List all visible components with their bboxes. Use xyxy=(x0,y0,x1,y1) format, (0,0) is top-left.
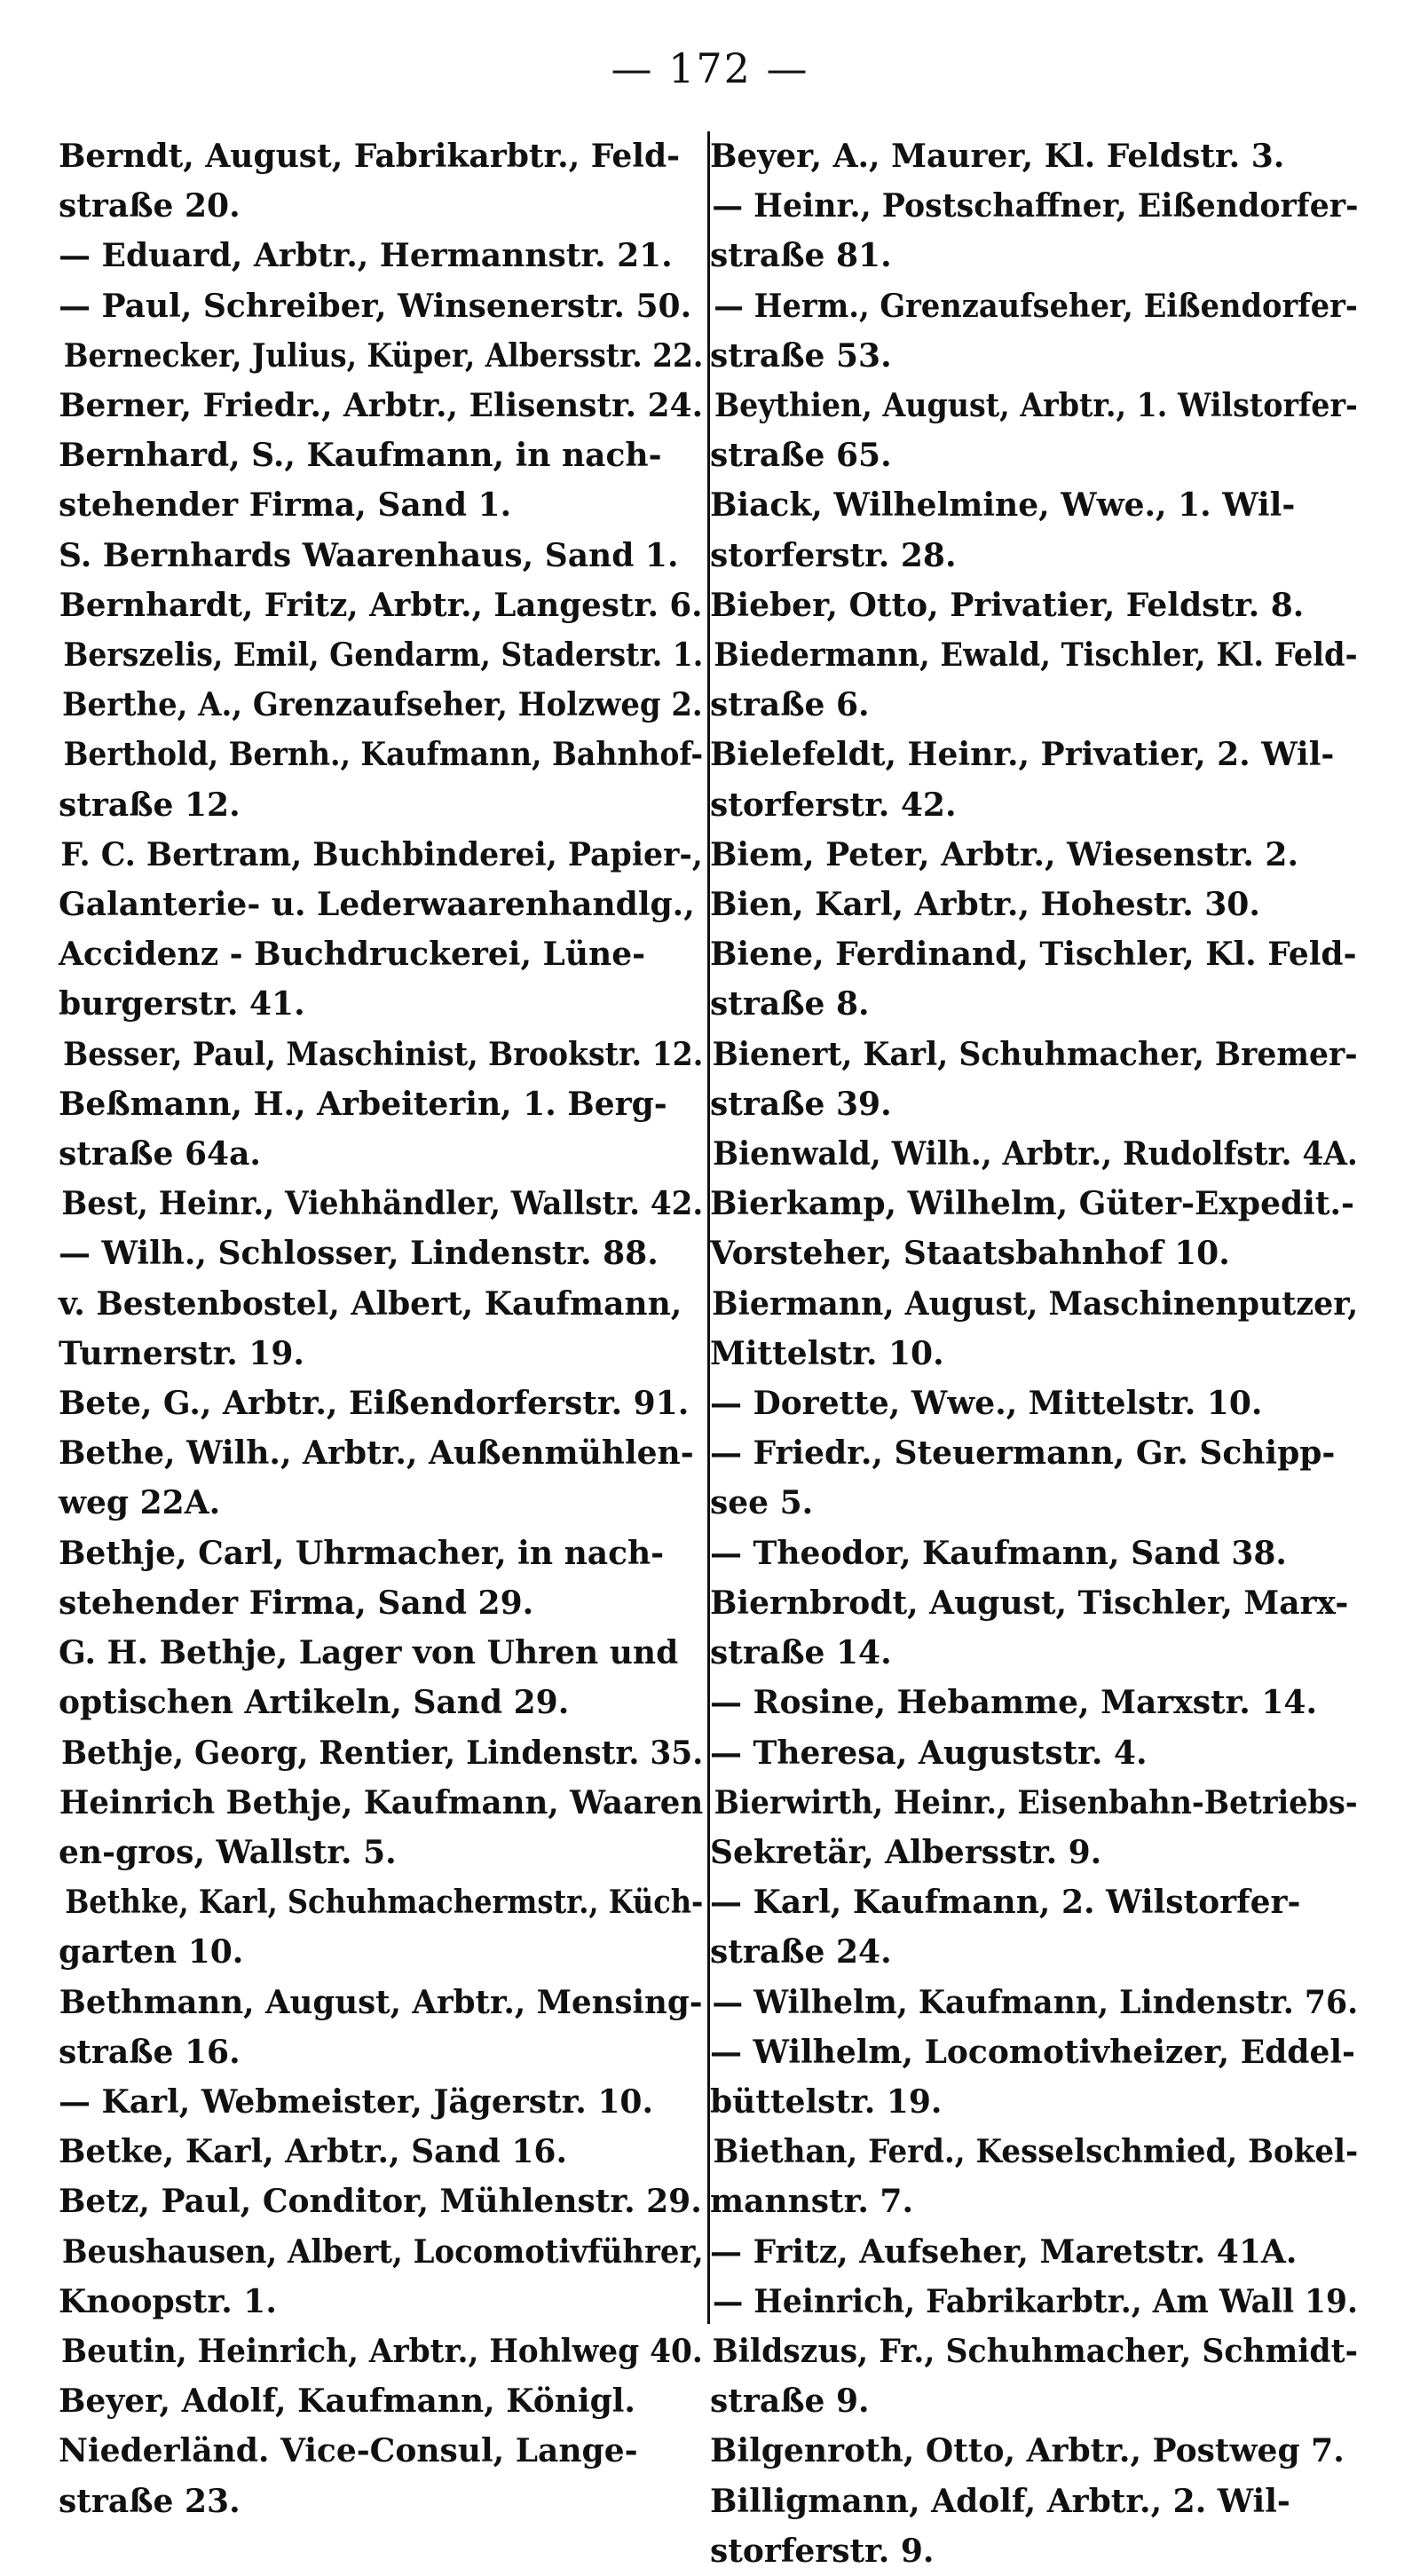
directory-entry xyxy=(710,2477,1358,2576)
directory-entry xyxy=(59,1379,703,1428)
entry-line: straße 9. xyxy=(710,2382,870,2421)
entry-line: Betz, Paul, Conditor, Mühlenstr. 29. xyxy=(59,2183,702,2221)
entry-line: Bienert, Karl, Schuhmacher, Bremer- xyxy=(712,1035,1358,1073)
entry-line: Bildszus, Fr., Schuhmacher, Schmidt- xyxy=(712,2332,1359,2370)
right-column xyxy=(710,131,1359,2570)
entry-line: — Herm., Grenzaufseher, Eißendorfer- xyxy=(714,287,1358,325)
entry-line: en-gros, Wallstr. 5. xyxy=(59,1833,397,1871)
entry-line: Biedermann, Ewald, Tischler, Kl. Feld- xyxy=(714,636,1358,675)
entry-line: Bierwirth, Heinr., Eisenbahn-Betriebs- xyxy=(714,1783,1358,1821)
entry-line: — Theresa, Auguststr. 4. xyxy=(710,1734,1148,1772)
directory-entry xyxy=(710,381,1358,480)
entry-line: straße 23. xyxy=(59,2482,241,2520)
directory-entry xyxy=(59,331,703,381)
entry-line: Berszelis, Emil, Gendarm, Staderstr. 1. xyxy=(63,636,704,675)
entry-line: — Heinr., Postschaffner, Eißendorfer- xyxy=(712,187,1359,225)
entry-line: Beyer, A., Maurer, Kl. Feldstr. 3. xyxy=(710,138,1285,175)
entry-line: Knoopstr. 1. xyxy=(59,2282,277,2320)
directory-entry xyxy=(710,2426,1358,2476)
directory-entry xyxy=(59,1628,703,1727)
entry-line: Biene, Ferdinand, Tischler, Kl. Feld- xyxy=(710,936,1357,974)
entry-line: Bernecker, Julius, Küper, Albersstr. 22. xyxy=(63,336,704,375)
entry-line: — Eduard, Arbtr., Hermannstr. 21. xyxy=(59,237,673,275)
directory-entry xyxy=(710,1978,1358,2027)
entry-line: Beutin, Heinrich, Arbtr., Hohlweg 40. xyxy=(61,2332,703,2370)
directory-entry xyxy=(710,2227,1358,2277)
directory-entry xyxy=(59,531,703,581)
directory-entry xyxy=(59,2127,703,2177)
entry-line: straße 64a. xyxy=(59,1135,261,1173)
directory-entry xyxy=(59,381,703,431)
entry-line: Bethmann, August, Arbtr., Mensing- xyxy=(59,1983,703,2021)
entry-line: Bien, Karl, Arbtr., Hohestr. 30. xyxy=(710,886,1260,924)
directory-entry xyxy=(59,1428,703,1528)
directory-entry xyxy=(710,1778,1358,1877)
directory-entry xyxy=(59,2177,703,2226)
directory-entry xyxy=(59,730,703,829)
directory-entry xyxy=(59,231,703,281)
entry-line: Beyer, Adolf, Kaufmann, Königl. xyxy=(59,2382,635,2421)
directory-entry xyxy=(59,281,703,331)
directory-entry xyxy=(710,1728,1358,1778)
entry-line: Bielefeldt, Heinr., Privatier, 2. Wil- xyxy=(710,736,1335,774)
directory-entry xyxy=(710,1578,1358,1678)
directory-entry xyxy=(710,2127,1358,2226)
entry-line: Biernbrodt, August, Tischler, Marx- xyxy=(710,1584,1349,1622)
directory-entry xyxy=(710,2027,1358,2127)
entry-line: straße 24. xyxy=(710,1933,892,1972)
directory-entry xyxy=(710,2277,1358,2327)
entry-line: Bethje, Georg, Rentier, Lindenstr. 35. xyxy=(60,1734,704,1772)
entry-line: straße 53. xyxy=(710,336,892,375)
entry-line: Accidenz - Buchdruckerei, Lüne- xyxy=(59,936,646,974)
directory-entry xyxy=(59,1529,703,1628)
entry-line: Biethan, Ferd., Kesselschmied, Bokel- xyxy=(713,2133,1359,2171)
entry-line: — Heinrich, Fabrikarbtr., Am Wall 19. xyxy=(712,2282,1359,2320)
directory-entry xyxy=(710,929,1358,1029)
entry-line: — Wilhelm, Locomotivheizer, Eddel- xyxy=(710,2033,1355,2071)
entry-line: Berner, Friedr., Arbtr., Elisenstr. 24. xyxy=(59,387,704,425)
entry-line: — Wilhelm, Kaufmann, Lindenstr. 76. xyxy=(712,1983,1359,2021)
entry-line: — Rosine, Hebamme, Marxstr. 14. xyxy=(710,1684,1317,1722)
entry-line: Berthe, A., Grenzaufseher, Holzweg 2. xyxy=(61,686,703,724)
directory-entry xyxy=(710,880,1358,929)
directory-entry xyxy=(710,1379,1358,1428)
entry-line: burgerstr. 41. xyxy=(59,985,305,1023)
entry-line: straße 12. xyxy=(59,786,241,824)
entry-line: Niederländ. Vice-Consul, Lange- xyxy=(59,2432,638,2470)
directory-entry xyxy=(710,1428,1358,1528)
directory-entry xyxy=(710,630,1358,730)
entry-line: Biack, Wilhelmine, Wwe., 1. Wil- xyxy=(710,486,1296,525)
directory-entry xyxy=(710,131,1358,181)
entry-line: — Friedr., Steuermann, Gr. Schipp- xyxy=(710,1434,1336,1473)
entry-line: — Karl, Webmeister, Jägerstr. 10. xyxy=(59,2082,653,2121)
directory-entry xyxy=(710,1030,1358,1129)
entry-line: storferstr. 9. xyxy=(710,2532,935,2570)
entry-line: Bethke, Karl, Schuhmachermstr., Küch- xyxy=(65,1884,704,1922)
entry-line: Sekretär, Albersstr. 9. xyxy=(710,1833,1102,1871)
directory-entry xyxy=(59,630,703,680)
entry-line: Beythien, August, Arbtr., 1. Wilstorfer- xyxy=(714,387,1358,425)
entry-line: v. Bestenbostel, Albert, Kaufmann, xyxy=(59,1284,682,1323)
entry-line: Beßmann, H., Arbeiterin, 1. Berg- xyxy=(59,1085,667,1123)
entry-line: Vorsteher, Staatsbahnhof 10. xyxy=(710,1235,1230,1273)
entry-line: Bieber, Otto, Privatier, Feldstr. 8. xyxy=(710,586,1305,624)
directory-entry xyxy=(59,1778,703,1877)
entry-line: Galanterie- u. Lederwaarenhandlg., xyxy=(59,886,695,924)
entry-line: see 5. xyxy=(710,1484,814,1522)
entry-line: Billigmann, Adolf, Arbtr., 2. Wil- xyxy=(710,2482,1290,2520)
entry-line: straße 16. xyxy=(59,2033,241,2071)
entry-line: Turnerstr. 19. xyxy=(59,1334,304,1372)
entry-line: Bernhard, S., Kaufmann, in nach- xyxy=(59,437,662,475)
directory-entry xyxy=(59,2327,703,2376)
entry-line: Mittelstr. 10. xyxy=(710,1334,944,1372)
entry-line: storferstr. 28. xyxy=(710,536,957,574)
directory-entry xyxy=(710,281,1358,381)
entry-line: Betke, Karl, Arbtr., Sand 16. xyxy=(59,2133,567,2171)
directory-entry xyxy=(710,730,1358,829)
entry-line: stehender Firma, Sand 29. xyxy=(59,1584,534,1622)
entry-line: optischen Artikeln, Sand 29. xyxy=(59,1684,570,1722)
entry-line: büttelstr. 19. xyxy=(710,2082,943,2121)
entry-line: F. C. Bertram, Buchbinderei, Papier-, xyxy=(60,835,703,873)
directory-entry xyxy=(59,1179,703,1229)
entry-line: Best, Heinr., Viehhändler, Wallstr. 42. xyxy=(61,1185,704,1223)
directory-entry xyxy=(710,480,1358,580)
directory-entry xyxy=(710,1678,1358,1727)
entry-line: Bethe, Wilh., Arbtr., Außenmühlen- xyxy=(59,1434,694,1473)
directory-entry xyxy=(710,1179,1358,1278)
entry-line: Bienwald, Wilh., Arbtr., Rudolfstr. 4A. xyxy=(713,1135,1358,1173)
entry-line: straße 14. xyxy=(710,1634,892,1672)
entry-line: Berndt, August, Fabrikarbtr., Feld- xyxy=(59,138,681,175)
directory-entry xyxy=(59,1030,703,1079)
directory-entry xyxy=(59,2077,703,2127)
directory-entry xyxy=(710,1279,1358,1379)
entry-line: Bethje, Carl, Uhrmacher, in nach- xyxy=(59,1534,665,1572)
entry-line: — Wilh., Schlosser, Lindenstr. 88. xyxy=(59,1235,659,1273)
entry-line: Bierkamp, Wilhelm, Güter-Expedit.- xyxy=(710,1185,1354,1223)
directory-entry xyxy=(59,1978,703,2077)
page-number: — 172 — xyxy=(611,44,809,92)
entry-line: Bernhardt, Fritz, Arbtr., Langestr. 6. xyxy=(59,586,703,624)
entry-line: G. H. Bethje, Lager von Uhren und xyxy=(59,1634,679,1672)
entry-line: Besser, Paul, Maschinist, Brookstr. 12. xyxy=(63,1035,704,1073)
directory-entry xyxy=(59,131,703,231)
directory-entry xyxy=(59,2376,703,2526)
entry-line: straße 65. xyxy=(710,437,892,475)
directory-entry xyxy=(710,1129,1358,1179)
entry-line: mannstr. 7. xyxy=(710,2183,913,2221)
directory-entry xyxy=(710,1529,1358,1578)
directory-entry xyxy=(710,2327,1358,2426)
entry-line: storferstr. 42. xyxy=(710,786,957,824)
entry-line: straße 8. xyxy=(710,985,870,1023)
directory-entry xyxy=(59,1877,703,1977)
entry-line: Biem, Peter, Arbtr., Wiesenstr. 2. xyxy=(710,835,1299,873)
entry-line: straße 6. xyxy=(710,686,870,724)
directory-entry xyxy=(59,581,703,630)
directory-entry xyxy=(59,431,703,530)
entry-line: — Karl, Kaufmann, 2. Wilstorfer- xyxy=(710,1884,1301,1922)
entry-line: — Paul, Schreiber, Winsenerstr. 50. xyxy=(59,287,692,325)
directory-entry xyxy=(59,830,703,1030)
directory-entry xyxy=(710,1877,1358,1977)
directory-entry xyxy=(710,830,1358,880)
entry-line: straße 81. xyxy=(710,237,892,275)
directory-entry xyxy=(710,581,1358,630)
entry-line: S. Bernhards Waarenhaus, Sand 1. xyxy=(59,536,679,574)
entry-line: straße 20. xyxy=(59,187,241,225)
entry-line: Heinrich Bethje, Kaufmann, Waaren xyxy=(59,1783,704,1821)
entry-line: Berthold, Bernh., Kaufmann, Bahnhof- xyxy=(63,736,704,774)
entry-line: — Theodor, Kaufmann, Sand 38. xyxy=(710,1534,1287,1572)
directory-entry xyxy=(59,1279,703,1379)
entry-line: — Fritz, Aufseher, Maretstr. 41A. xyxy=(710,2232,1298,2271)
directory-entry xyxy=(59,1728,703,1778)
entry-line: Biermann, August, Maschinenputzer, xyxy=(712,1284,1359,1323)
entry-line: — Dorette, Wwe., Mittelstr. 10. xyxy=(710,1385,1263,1423)
entry-line: garten 10. xyxy=(59,1933,244,1972)
directory-entry xyxy=(59,2227,703,2327)
entry-line: Bete, G., Arbtr., Eißendorferstr. 91. xyxy=(59,1385,690,1423)
directory-entry xyxy=(59,680,703,730)
left-column xyxy=(59,131,704,2520)
entry-line: weg 22A. xyxy=(59,1484,221,1522)
entry-line: Bilgenroth, Otto, Arbtr., Postweg 7. xyxy=(710,2432,1345,2470)
entry-line: Beushausen, Albert, Locomotivführer, xyxy=(61,2232,704,2271)
directory-entry xyxy=(59,1229,703,1278)
entry-line: straße 39. xyxy=(710,1085,892,1123)
directory-entry xyxy=(59,1079,703,1179)
entry-line: stehender Firma, Sand 1. xyxy=(59,486,512,525)
directory-entry xyxy=(710,181,1358,281)
